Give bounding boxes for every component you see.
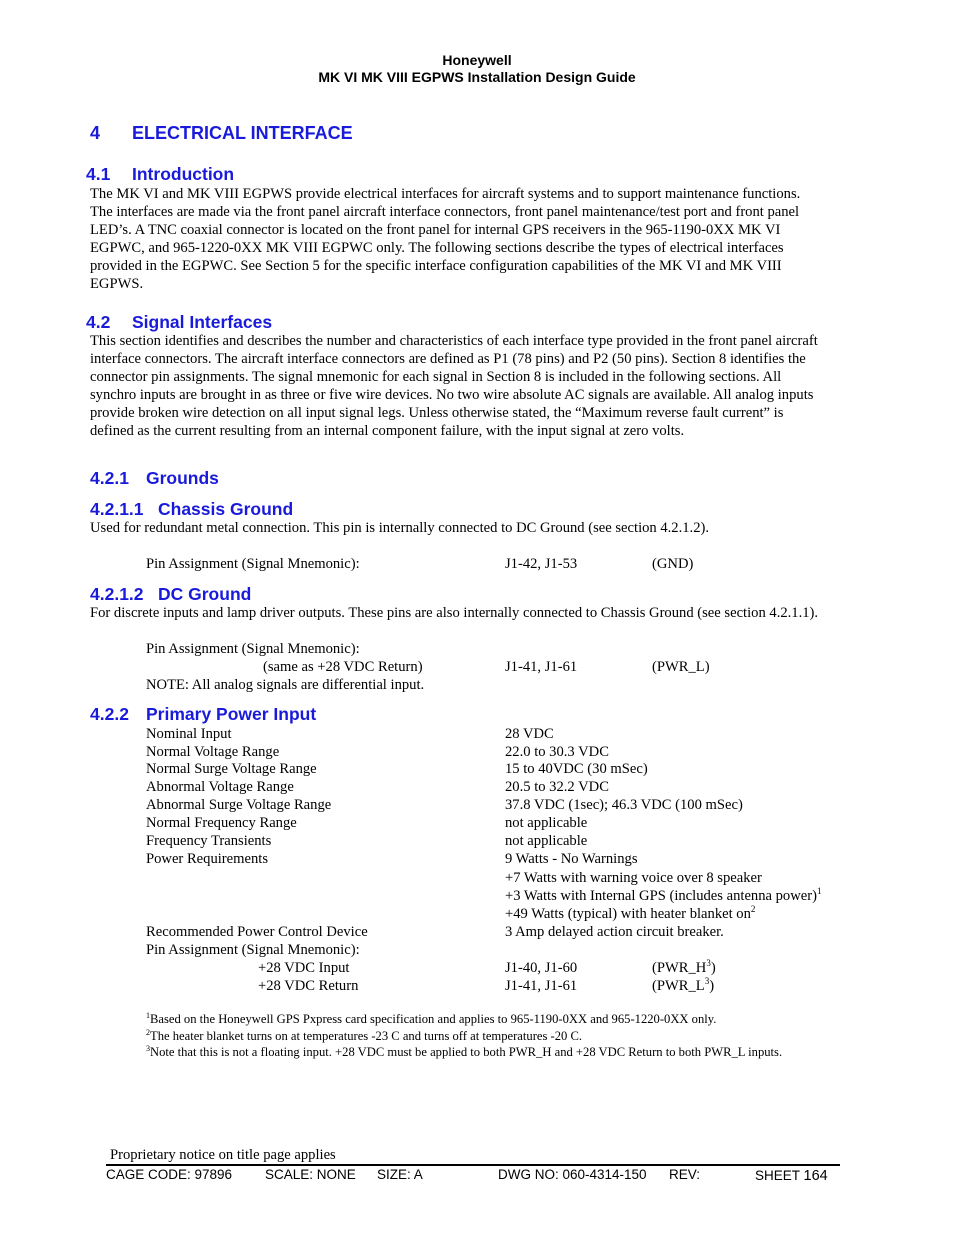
footnote-ref: 1 bbox=[816, 886, 822, 897]
footnote-mark: 1 bbox=[146, 1010, 150, 1020]
mnemonic-text: (PWR_L bbox=[652, 978, 705, 994]
signal-interfaces-paragraph bbox=[90, 332, 880, 440]
heading-4-1 bbox=[86, 164, 234, 185]
spec-value: 15 to 40VDC (30 mSec) bbox=[505, 761, 648, 777]
heading-text: Primary Power Input bbox=[146, 704, 317, 724]
text-line: provide broken wire detection on all input signal legs. Unless otherwise stated, the “Maximum reverse fault current” is bbox=[90, 405, 784, 421]
mnemonic-close: ) bbox=[709, 978, 715, 994]
footnote bbox=[146, 1012, 716, 1027]
heading-4-2-2 bbox=[90, 704, 316, 725]
power-extra bbox=[505, 887, 821, 905]
footnote-mark: 3 bbox=[146, 1043, 150, 1053]
heading-number: 4.2.1.1 bbox=[90, 499, 144, 519]
text-line: EGPWS. bbox=[90, 276, 144, 292]
heading-text: Grounds bbox=[146, 468, 219, 488]
spec-value: not applicable bbox=[505, 833, 588, 849]
footnote bbox=[146, 1045, 782, 1060]
cage-code: CAGE CODE: 97896 bbox=[106, 1167, 233, 1182]
text-line: EGPWC, and 965-1220-0XX MK VIII EGPWC only. The following sections describe the types of electrical interfaces bbox=[90, 240, 784, 256]
heading-text: Signal Interfaces bbox=[132, 312, 273, 332]
text-line: synchro inputs are brought in as three or five wire devices. No two wire absolute AC signals are available. All analog inputs bbox=[90, 387, 814, 403]
text-line: LED’s. A TNC coaxial connector is located on the front panel for internal GPS receivers in the 965-1190-0XX MK VI bbox=[90, 222, 781, 238]
pin-assignment-label: Pin Assignment (Signal Mnemonic): bbox=[146, 556, 360, 572]
sheet-number bbox=[755, 1168, 828, 1184]
recommended-device-value: 3 Amp delayed action circuit breaker. bbox=[505, 924, 724, 940]
heading-number: 4.2.2 bbox=[90, 704, 129, 724]
heading-number: 4.2.1.2 bbox=[90, 584, 144, 604]
pin-numbers: J1-41, J1-61 bbox=[505, 978, 578, 994]
heading-text: Introduction bbox=[132, 164, 235, 184]
spec-label: Abnormal Voltage Range bbox=[146, 779, 294, 795]
heading-text: ELECTRICAL INTERFACE bbox=[132, 123, 353, 143]
text-line: provided in the EGPWC. See Section 5 for the specific interface configuration capabilities of the MK VI and MK VIII bbox=[90, 258, 782, 274]
proprietary-notice: Proprietary notice on title page applies bbox=[110, 1147, 336, 1163]
text-line: connector pin assignments. The signal mnemonic for each signal in Section 8 is included in the following sections. All bbox=[90, 369, 782, 385]
heading-number: 4.2.1 bbox=[90, 468, 129, 488]
power-extra-text: +7 Watts with warning voice over 8 speaker bbox=[505, 870, 762, 886]
pin-numbers: J1-42, J1-53 bbox=[505, 556, 578, 572]
spec-label: Power Requirements bbox=[146, 851, 268, 867]
spec-label: Nominal Input bbox=[146, 726, 232, 742]
power-extra bbox=[505, 905, 755, 923]
power-extra-text: +49 Watts (typical) with heater blanket on bbox=[505, 906, 751, 922]
heading-number: 4.1 bbox=[86, 164, 111, 184]
spec-value: 37.8 VDC (1sec); 46.3 VDC (100 mSec) bbox=[505, 797, 743, 813]
footnote-ref: 2 bbox=[750, 904, 756, 915]
heading-text: DC Ground bbox=[158, 584, 252, 604]
dc-ground-text: For discrete inputs and lamp driver outputs. These pins are also internally connected to Chassis Ground (see section 4.2.1.1). bbox=[90, 605, 819, 621]
size: SIZE: A bbox=[377, 1167, 423, 1182]
sheet-label: SHEET bbox=[755, 1168, 800, 1183]
text-line: The MK VI and MK VIII EGPWS provide electrical interfaces for aircraft systems and to support maintenance functions. bbox=[90, 186, 801, 202]
heading-number: 4 bbox=[90, 123, 101, 143]
spec-label: Normal Surge Voltage Range bbox=[146, 761, 317, 777]
heading-4-2-1 bbox=[90, 468, 219, 489]
pin-assignment-label: Pin Assignment (Signal Mnemonic): bbox=[146, 641, 360, 657]
pin-numbers: J1-41, J1-61 bbox=[505, 659, 578, 675]
chassis-ground-text: Used for redundant metal connection. This pin is internally connected to DC Ground (see section 4.2.1.2). bbox=[90, 520, 710, 536]
signal-mnemonic: (PWR_L) bbox=[652, 659, 710, 675]
recommended-device-label: Recommended Power Control Device bbox=[146, 924, 368, 940]
text-line: This section identifies and describes the number and characteristics of each interface type provided in the front panel aircraft bbox=[90, 333, 818, 349]
spec-label: Normal Frequency Range bbox=[146, 815, 297, 831]
spec-value: 9 Watts - No Warnings bbox=[505, 851, 638, 867]
spec-value: 28 VDC bbox=[505, 726, 554, 742]
drawing-number: DWG NO: 060-4314-150 bbox=[498, 1167, 647, 1182]
footnote-text: The heater blanket turns on at temperatures -23 C and turns off at temperatures -20 C. bbox=[150, 1029, 583, 1043]
heading-text: Chassis Ground bbox=[158, 499, 294, 519]
pin-sub-label: +28 VDC Return bbox=[258, 978, 359, 994]
footnote-text: Based on the Honeywell GPS Pxpress card specification and applies to 965-1190-0XX and 965-1220-0XX only. bbox=[150, 1012, 717, 1026]
spec-value: not applicable bbox=[505, 815, 588, 831]
mnemonic-close: ) bbox=[710, 960, 716, 976]
heading-4 bbox=[90, 123, 353, 144]
text-line: The interfaces are made via the front panel aircraft interface connectors, front panel maintenance/test port and front panel bbox=[90, 204, 800, 220]
heading-number: 4.2 bbox=[86, 312, 111, 332]
spec-value: 22.0 to 30.3 VDC bbox=[505, 744, 609, 760]
footnote-ref: 3 bbox=[704, 976, 710, 987]
analog-note: NOTE: All analog signals are differential input. bbox=[146, 677, 425, 693]
heading-4-2 bbox=[86, 312, 272, 333]
spec-label: Frequency Transients bbox=[146, 833, 272, 849]
pin-sub-label: +28 VDC Input bbox=[258, 960, 350, 976]
footnote-text: Note that this is not a floating input. +28 VDC must be applied to both PWR_H and +28 VDC Return to both PWR_L inputs. bbox=[150, 1045, 783, 1059]
text-line: defined as the current resulting from an internal component failure, with the input signal at zero volts. bbox=[90, 423, 685, 439]
footnote-ref: 3 bbox=[706, 958, 711, 969]
footnote-mark: 2 bbox=[146, 1027, 150, 1037]
mnemonic-text: (PWR_H bbox=[652, 960, 707, 976]
header-company: Honeywell bbox=[442, 52, 512, 68]
signal-mnemonic: (GND) bbox=[652, 556, 694, 572]
power-extra-text: +3 Watts with Internal GPS (includes antenna power) bbox=[505, 888, 817, 904]
footnote bbox=[146, 1029, 582, 1044]
intro-paragraph bbox=[90, 185, 880, 293]
heading-4-2-1-2 bbox=[90, 584, 251, 605]
spec-label: Normal Voltage Range bbox=[146, 744, 280, 760]
signal-mnemonic bbox=[652, 977, 714, 995]
power-extra bbox=[505, 869, 762, 887]
scale: SCALE: NONE bbox=[265, 1167, 356, 1182]
footer-divider bbox=[106, 1164, 840, 1166]
pin-assignment-label: Pin Assignment (Signal Mnemonic): bbox=[146, 942, 360, 958]
pin-sub-label: (same as +28 VDC Return) bbox=[263, 659, 423, 675]
spec-label: Abnormal Surge Voltage Range bbox=[146, 797, 332, 813]
signal-mnemonic bbox=[652, 959, 716, 977]
header-title: MK VI MK VIII EGPWS Installation Design Guide bbox=[318, 69, 636, 85]
spec-value: 20.5 to 32.2 VDC bbox=[505, 779, 609, 795]
pin-numbers: J1-40, J1-60 bbox=[505, 960, 578, 976]
text-line: interface connectors. The aircraft interface connectors are defined as P1 (78 pins) and P2 (50 pins). Section 8 identifies the bbox=[90, 351, 806, 367]
sheet-value: 164 bbox=[803, 1168, 828, 1184]
heading-4-2-1-1 bbox=[90, 499, 293, 520]
revision: REV: bbox=[669, 1167, 701, 1182]
